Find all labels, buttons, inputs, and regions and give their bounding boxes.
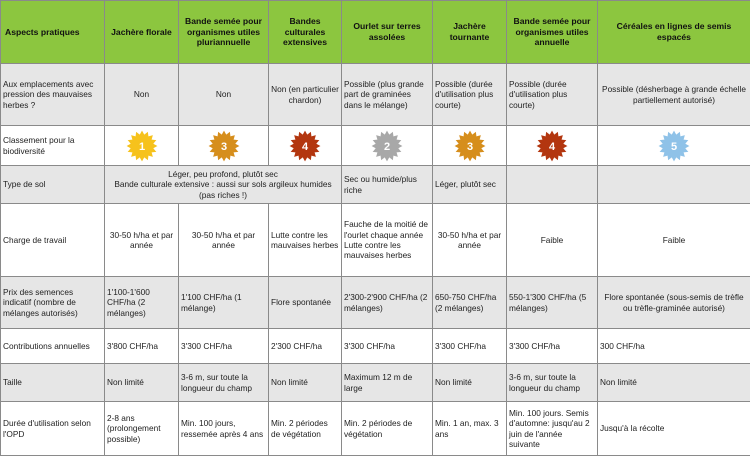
- table-cell: Min. 2 périodes de végétation: [269, 402, 342, 456]
- table-cell: 3'800 CHF/ha: [105, 329, 179, 364]
- rank-badge: [535, 129, 569, 163]
- rank-cell: [598, 126, 750, 166]
- rank-cell: [433, 126, 507, 166]
- rank-cell: [507, 126, 598, 166]
- table-cell: 3'300 CHF/ha: [507, 329, 598, 364]
- table-cell: Léger, plutôt sec: [433, 166, 507, 204]
- table-cell: 2'300-2'900 CHF/ha (2 mélanges): [342, 277, 433, 329]
- workload-line: Fauche de la moitié de l'ourlet chaque année: [344, 219, 428, 240]
- svg-text:4: 4: [548, 140, 556, 153]
- table-cell: Faible: [598, 204, 750, 277]
- table-cell: Non limité: [598, 364, 750, 402]
- table-cell: Non: [105, 64, 179, 126]
- table-cell: Possible (durée d'utilisation plus courte): [433, 64, 507, 126]
- table-cell: 650-750 CHF/ha (2 mélanges): [433, 277, 507, 329]
- rank-cell: [105, 126, 179, 166]
- table-cell: Possible (plus grande part de graminées dans le mélange): [342, 64, 433, 126]
- column-header: Céréales en lignes de semis espacés: [598, 1, 750, 64]
- row-label: Prix des semences indicatif (nombre de mélanges autorisés): [1, 277, 105, 329]
- table-cell: Non limité: [105, 364, 179, 402]
- rank-cell: [269, 126, 342, 166]
- table-cell: Non: [179, 64, 269, 126]
- table-cell: 3'300 CHF/ha: [342, 329, 433, 364]
- soil-line: Bande culturale extensive : aussi sur sols argileux humides (pas riches !): [114, 179, 332, 200]
- rank-badge: [370, 129, 404, 163]
- table-cell: [598, 166, 750, 204]
- row-label: Type de sol: [1, 166, 105, 204]
- table-row-size: [1, 364, 750, 402]
- table-cell: 1'100 CHF/ha (1 mélange): [179, 277, 269, 329]
- table-cell: Flore spontanée: [269, 277, 342, 329]
- table-cell: Jusqu'à la récolte: [598, 402, 750, 456]
- table-cell: Faible: [507, 204, 598, 277]
- table-cell: Min. 2 périodes de végétation: [342, 402, 433, 456]
- table-cell: Non limité: [269, 364, 342, 402]
- column-header: Ourlet sur terres assolées: [342, 1, 433, 64]
- column-header: Bande semée pour organismes utiles annuelle: [507, 1, 598, 64]
- column-header: Aspects pratiques: [1, 1, 105, 64]
- table-row-seeds: [1, 277, 750, 329]
- table-cell: 30-50 h/ha et par année: [179, 204, 269, 277]
- table-row-workload: [1, 204, 750, 277]
- table-cell: Possible (désherbage à grande échelle partiellement autorisé): [598, 64, 750, 126]
- column-header: Jachère florale: [105, 1, 179, 64]
- table-row-soil: [1, 166, 750, 204]
- table-row-contributions: [1, 329, 750, 364]
- table-cell: Non limité: [433, 364, 507, 402]
- table-cell: 3'300 CHF/ha: [179, 329, 269, 364]
- table-cell: 2'300 CHF/ha: [269, 329, 342, 364]
- table-cell: 3'300 CHF/ha: [433, 329, 507, 364]
- table-cell: Flore spontanée (sous-semis de trèfle ou trèfle-graminée autorisé): [598, 277, 750, 329]
- rank-badge: [207, 129, 241, 163]
- table-cell: 550-1'300 CHF/ha (5 mélanges): [507, 277, 598, 329]
- rank-badge: [657, 129, 691, 163]
- table-cell: Sec ou humide/plus riche: [342, 166, 433, 204]
- svg-text:5: 5: [670, 140, 678, 153]
- table-cell: 300 CHF/ha: [598, 329, 750, 364]
- svg-text:1: 1: [138, 140, 145, 153]
- table-cell: 30-50 h/ha et par année: [105, 204, 179, 277]
- column-header: Bandes culturales extensives: [269, 1, 342, 64]
- table-cell-merged: [105, 166, 342, 204]
- table-cell: 1'100-1'600 CHF/ha (2 mélanges): [105, 277, 179, 329]
- column-header: Jachère tournante: [433, 1, 507, 64]
- rank-cell: [179, 126, 269, 166]
- row-label: Charge de travail: [1, 204, 105, 277]
- table-cell: [342, 204, 433, 277]
- svg-text:2: 2: [383, 140, 391, 153]
- column-header: Bande semée pour organismes utiles pluriannuelle: [179, 1, 269, 64]
- soil-line: Léger, peu profond, plutôt sec: [168, 168, 278, 179]
- svg-text:4: 4: [301, 140, 309, 153]
- rank-badge: [288, 129, 322, 163]
- row-label: Taille: [1, 364, 105, 402]
- row-label: Contributions annuelles: [1, 329, 105, 364]
- table-row-biodiversity: [1, 126, 750, 166]
- row-label: Aux emplacements avec pression des mauvaises herbes ?: [1, 64, 105, 126]
- table-cell: 30-50 h/ha et par année: [433, 204, 507, 277]
- table-cell: Min. 1 an, max. 3 ans: [433, 402, 507, 456]
- table-cell: Non (en particulier chardon): [269, 64, 342, 126]
- table-cell: Lutte contre les mauvaises herbes: [269, 204, 342, 277]
- rank-badge: [453, 129, 487, 163]
- table-row-weeds: [1, 64, 750, 126]
- svg-text:3: 3: [220, 140, 227, 153]
- table-cell: Possible (durée d'utilisation plus courte): [507, 64, 598, 126]
- table-cell: Min. 100 jours, ressemée après 4 ans: [179, 402, 269, 456]
- table-cell: Maximum 12 m de large: [342, 364, 433, 402]
- row-label: Classement pour la biodiversité: [1, 126, 105, 166]
- table-cell: [507, 166, 598, 204]
- table-row-duration: [1, 402, 750, 456]
- header-row: [1, 1, 750, 64]
- rank-badge: [125, 129, 159, 163]
- table-cell: 3-6 m, sur toute la longueur du champ: [507, 364, 598, 402]
- rank-cell: [342, 126, 433, 166]
- row-label: Durée d'utilisation selon l'OPD: [1, 402, 105, 456]
- svg-text:3: 3: [466, 140, 473, 153]
- table-cell: 2-8 ans (prolongement possible): [105, 402, 179, 456]
- table-cell: Min. 100 jours. Semis d'automne: jusqu'au 2 juin de l'année suivante: [507, 402, 598, 456]
- table-cell: 3-6 m, sur toute la longueur du champ: [179, 364, 269, 402]
- workload-line: Lutte contre les mauvaises herbes: [344, 240, 412, 261]
